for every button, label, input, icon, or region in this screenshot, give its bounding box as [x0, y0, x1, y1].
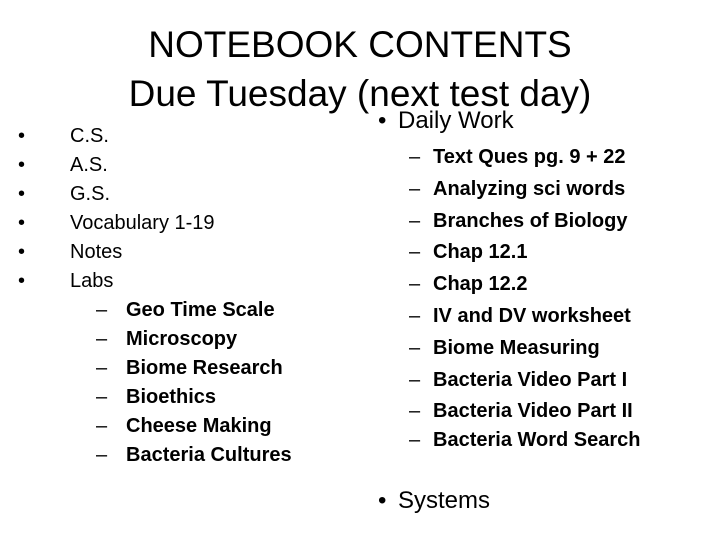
sub-list-item-label: Chap 12.1	[433, 241, 528, 264]
list-item	[18, 209, 292, 238]
sub-list-item-label: Geo Time Scale	[126, 299, 275, 321]
dash-icon: –	[409, 336, 421, 359]
sub-list-item	[377, 333, 673, 365]
sub-list-item-label: Chap 12.2	[433, 273, 528, 296]
list-item-label: G.S.	[70, 183, 111, 205]
dash-icon: –	[409, 146, 421, 168]
list-item	[18, 180, 292, 209]
dash-icon: –	[409, 400, 421, 423]
sub-list-item	[377, 269, 673, 301]
dash-icon: –	[409, 368, 421, 391]
dash-icon: –	[409, 429, 421, 452]
sub-list-item	[18, 325, 292, 354]
bullet-icon: •	[18, 125, 26, 147]
sub-list-item	[18, 441, 292, 470]
sub-list-item-label: Analyzing sci words	[433, 177, 626, 200]
sub-list-item-label: Bacteria Video Part I	[433, 368, 628, 391]
list-item	[18, 151, 292, 180]
sub-list-item	[377, 142, 673, 174]
sub-list-item	[377, 301, 673, 333]
systems-heading	[378, 488, 490, 514]
dash-icon: –	[409, 177, 421, 200]
sub-list-item	[377, 365, 673, 397]
sub-list-item-label: Cheese Making	[126, 415, 272, 437]
sub-list-item-label: Bacteria Video Part II	[433, 400, 633, 423]
left-bullet-list	[18, 122, 292, 470]
dash-icon: –	[409, 304, 421, 327]
sub-list-item	[377, 396, 673, 428]
list-item-label: Vocabulary 1-19	[70, 212, 215, 234]
dash-icon: –	[409, 209, 421, 232]
sub-list-item-label: Branches of Biology	[433, 209, 628, 232]
list-item	[18, 122, 292, 151]
bullet-icon: •	[18, 270, 26, 292]
bullet-icon: •	[18, 154, 26, 176]
sub-list-item-label: IV and DV worksheet	[433, 304, 631, 327]
bullet-icon: •	[378, 487, 387, 514]
title-line-1: NOTEBOOK CONTENTS	[148, 24, 572, 65]
bullet-icon: •	[18, 241, 26, 263]
sub-list-item	[377, 206, 673, 238]
sub-list-item-label: Text Ques pg. 9 + 22	[433, 146, 626, 168]
sub-list-item-label: Biome Measuring	[433, 336, 600, 359]
sub-list-item	[18, 412, 292, 441]
bullet-icon: •	[18, 183, 26, 205]
dash-icon: –	[96, 386, 108, 408]
list-item-label: Labs	[70, 270, 114, 292]
sub-list-item-label: Bacteria Cultures	[126, 444, 292, 466]
systems-label: Systems	[398, 487, 491, 514]
list-item	[18, 238, 292, 267]
title-line-2: Due Tuesday (next test day)	[128, 73, 592, 114]
sub-list-item	[18, 296, 292, 325]
dash-icon: –	[96, 299, 108, 321]
dash-icon: –	[409, 241, 421, 264]
dash-icon: –	[96, 328, 108, 350]
list-item	[18, 267, 292, 296]
sub-list-item-label: Bacteria Word Search	[433, 429, 641, 452]
list-item-label: Notes	[70, 241, 123, 263]
sub-list-item	[18, 354, 292, 383]
dash-icon: –	[96, 444, 108, 466]
list-item-label: C.S.	[70, 125, 109, 147]
bullet-icon: •	[378, 107, 387, 134]
daily-work-list	[377, 142, 673, 453]
sub-list-item	[377, 428, 673, 453]
sub-list-item	[18, 383, 292, 412]
sub-list-item	[377, 237, 673, 269]
daily-work-label: Daily Work	[398, 107, 514, 134]
dash-icon: –	[409, 273, 421, 296]
sub-list-item-label: Microscopy	[126, 328, 238, 350]
sub-list-item	[377, 174, 673, 206]
sub-list-item-label: Biome Research	[126, 357, 283, 379]
list-item-label: A.S.	[70, 154, 108, 176]
dash-icon: –	[96, 415, 108, 437]
sub-list-item-label: Bioethics	[126, 386, 217, 408]
bullet-icon: •	[18, 212, 26, 234]
dash-icon: –	[96, 357, 108, 379]
daily-work-heading	[378, 108, 514, 134]
